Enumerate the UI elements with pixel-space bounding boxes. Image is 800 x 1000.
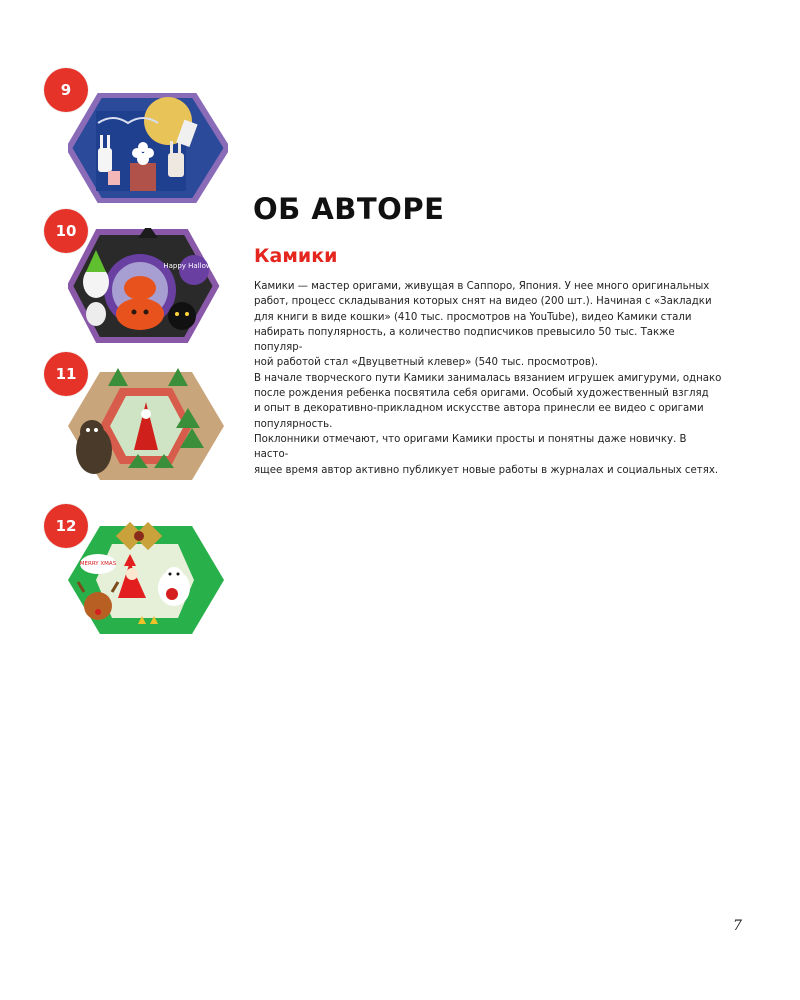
origami-halloween-image	[68, 228, 228, 343]
thumbnail-11	[68, 368, 228, 518]
bio-paragraph: В начале творческого пути Камики занималась вязанием игрушек амигуруми, однако после рождения ребенка посвятила себя оригами. Особый художественный взгляд и опыт в декоративно-прикладном искусстве автора принесли ее видео с оригами популярность.	[254, 372, 722, 430]
greeting-text: Happy Halloween	[163, 262, 225, 270]
thumbnail-number: 11	[55, 365, 77, 383]
thumbnail-number-badge	[44, 68, 88, 112]
section-title: ОБ АВТОРЕ	[253, 192, 445, 226]
thumbnail-9	[68, 93, 228, 243]
thumbnail-number-badge	[44, 352, 88, 396]
bio-paragraph: Камики — мастер оригами, живущая в Саппоро, Япония. У нее много оригинальных работ, процесс складывания которых снят на видео (200 шт.). Начиная с «Закладки для книги в виде кошки» (410 тыс. просмотров на YouTube), видео Камики стали набирать популярность, а количество подписчиков превысило 50 тыс. Также популяр- ной работой стал «Двуцветный клевер» (540 тыс. просмотров).	[254, 281, 712, 369]
author-name: Камики	[254, 245, 338, 267]
page-number: 7	[733, 918, 742, 934]
thumbnail-number: 9	[60, 81, 72, 99]
greeting-text: MERRY XMAS	[79, 561, 117, 567]
thumbnail-10	[68, 228, 228, 378]
thumbnail-number: 12	[55, 517, 77, 535]
origami-christmas-image	[68, 520, 228, 640]
origami-red-riding-hood-image	[68, 368, 228, 483]
author-bio	[254, 279, 724, 478]
thumbnail-number-badge	[44, 209, 88, 253]
bio-paragraph: Поклонники отмечают, что оригами Камики просты и понятны даже новичку. В насто- ящее время автор активно публикует новые работы в журналах и социальных сетях.	[254, 433, 719, 476]
origami-moon-rabbits-image	[68, 93, 228, 203]
thumbnail-number: 10	[55, 222, 77, 240]
thumbnail-number-badge	[44, 504, 88, 548]
thumbnail-12	[68, 520, 228, 670]
